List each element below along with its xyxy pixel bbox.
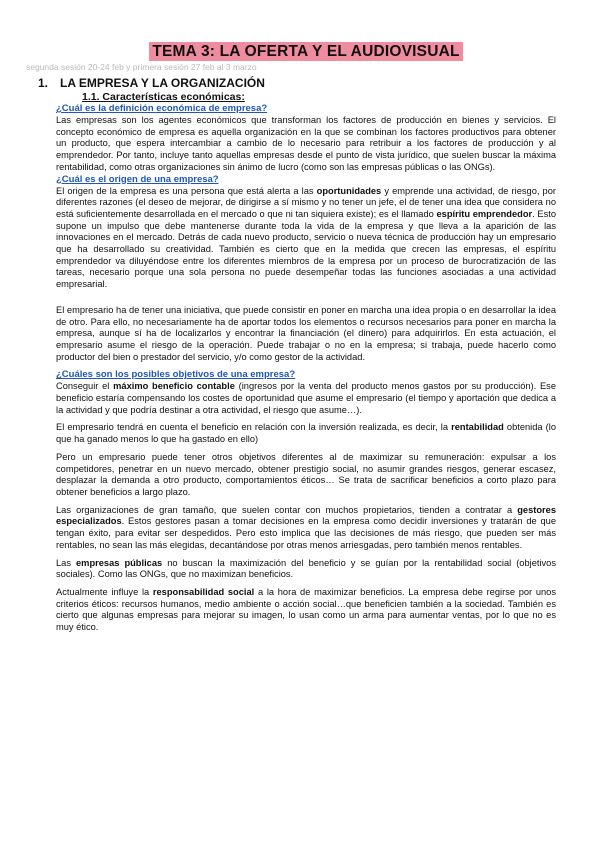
text-run: El empresario tendrá en cuenta el beneficio en relación con la inversión realizada, es decir, la [56, 422, 452, 433]
paragraph-definition: Las empresas son los agentes económicos que transforman los factores de producción en bienes y servicios. El concepto económico de empresa es aquella organización en la que se combinan los factores productivos para obtener un producto, que espera intercambiar a cambio de lo necesario para retribuir a los factores de producción y al emprendedor. Por tanto, incluye tanto aquellas empresas desde el punto de vista jurídico, que suelen buscar la máxima rentabilidad, como otras organizaciones sin ánimo de lucro (como son las empresas públicas o las ONGs). [56, 115, 556, 172]
bold-term: gestores especializados [56, 504, 556, 527]
document-title: TEMA 3: LA OFERTA Y EL AUDIOVISUAL [149, 42, 462, 61]
bold-term: máximo beneficio contable [113, 381, 235, 392]
text-run: y emprende una actividad, de riesgo, por diferentes razones (el deseo de mejorar, de dirigirse a sí mismo y no tener un jefe, el de tener una idea que considera no está suficientemente desarrollada en el mercado o que ni tan siquiera existe); es el llamado [56, 185, 556, 219]
question-origin: ¿Cuál es el origen de una empresa? [56, 173, 219, 185]
paragraph-objectives-6 [56, 587, 556, 634]
text-run: obtenida (lo que ha ganado menos lo que ha gastado en ello) [56, 422, 556, 445]
bold-term: empresas públicas [76, 557, 163, 568]
text-run: . Esto supone un impulso que debe mantenerse durante toda la vida de la empresa y que lleva a la aparición de las innovaciones en el mercado. Detrás de cada nuevo producto, servicio o nueva técnica de producción hay un empresario que ha desarrollado su creatividad. También es cierto que en la medida que crecen las empresas, el espíritu emprendedor va diluyéndose entre los diferentes miembros de la empresa por un proceso de burocratización de las tareas, necesario porque una sola persona no puede desempeñar todas las funciones asociadas a una actividad empresarial. [56, 208, 556, 290]
section-title: LA EMPRESA Y LA ORGANIZACIÓN [60, 76, 265, 90]
text-run: . Estos gestores pasan a tomar decisiones en la empresa como decidir inversiones y tratarán de que tengan éxito, para evitar ser despedidos. Pero esto implica que las decisiones de más riesgo, que pueden ser más rentables, no sean las más elegidas, decantándose por otras menos arriesgadas, pero también menos rentables. [56, 516, 556, 550]
document-page [26, 42, 557, 634]
subsection-heading: 1.1. Características económicas: [82, 91, 245, 103]
paragraph-origin-1 [56, 186, 556, 291]
text-run: no buscan la maximización del beneficio y se guían por la rentabilidad social (objetivos sociales). Como las ONGs, que no maximizan beneficios. [56, 557, 556, 580]
section-heading [38, 76, 556, 91]
bold-term: espíritu emprendedor [436, 208, 533, 219]
text-run: a la hora de maximizar beneficios. La empresa debe regirse por unos criterios éticos: recursos humanos, medio ambiente o acción social…que beneficien también a la sociedad. También es cierto que algunas empresas para mejorar su imagen, lo usan como un arma para aumentar ventas, por lo que no es muy ético. [56, 586, 557, 633]
paragraph-objectives-2 [56, 422, 556, 445]
question-definition: ¿Cuál es la definición económica de empresa? [56, 103, 268, 114]
text-run: Conseguir el [56, 381, 114, 392]
text-run: El origen de la empresa es una persona que está alerta a las [56, 185, 317, 196]
text-run: Las organizaciones de gran tamaño, que suelen contar con muchos propietarios, tienden a contratar a [56, 504, 518, 515]
bold-term: oportunidades [316, 185, 382, 196]
bold-term: responsabilidad social [152, 586, 255, 597]
paragraph-objectives-5 [56, 558, 556, 581]
question-objectives: ¿Cuáles son los posibles objetivos de una empresa? [56, 369, 296, 381]
title-wrap [56, 42, 556, 61]
text-run: Actualmente influye la [56, 586, 153, 597]
bold-term: rentabilidad [451, 422, 504, 433]
paragraph-objectives-4 [56, 505, 556, 552]
text-run: Las [56, 557, 77, 568]
paragraph-objectives-1 [56, 381, 556, 416]
text-run: (ingresos por la venta del producto menos gastos por su producción). Ese beneficio estaría compensando los costes de oportunidad que asume el empresario (el tiempo y aportación que dedica a la actividad y que podría destinar a otra actividad, el riesgo que asume…). [56, 381, 557, 415]
paragraph-origin-2: El empresario ha de tener una iniciativa, que puede consistir en poner en marcha una idea propia o en desarrollar la idea de otro. Para ello, no necesariamente ha de aportar todos los elementos o recursos necesarios para poner en marcha la empresa, aunque sí ha de localizarlos y encontrar la financiación (el dinero) para adquirirlos. En esta actuación, el empresario asume el riesgo de la operación. Puede trabajar o no en la empresa; si trabaja, puede hacerlo como productor del bien o prestador del servicio, y/o como gestor de la actividad. [56, 304, 556, 362]
session-note: segunda sesión 20-24 feb y primera sesión 27 feb al 3 marzo [26, 62, 257, 72]
paragraph-objectives-3: Pero un empresario puede tener otros objetivos diferentes al de maximizar su remuneración: expulsar a los competidores, penetrar en un nuevo mercado, obtener prestigio social, no asumir grandes riesgos, generar escasez, desplazar la demanda a otro producto, comportamientos éticos… Se trata de sacrificar beneficios a corto plazo para obtener beneficios a largo plazo. [56, 451, 556, 497]
section-number: 1. [38, 76, 49, 90]
